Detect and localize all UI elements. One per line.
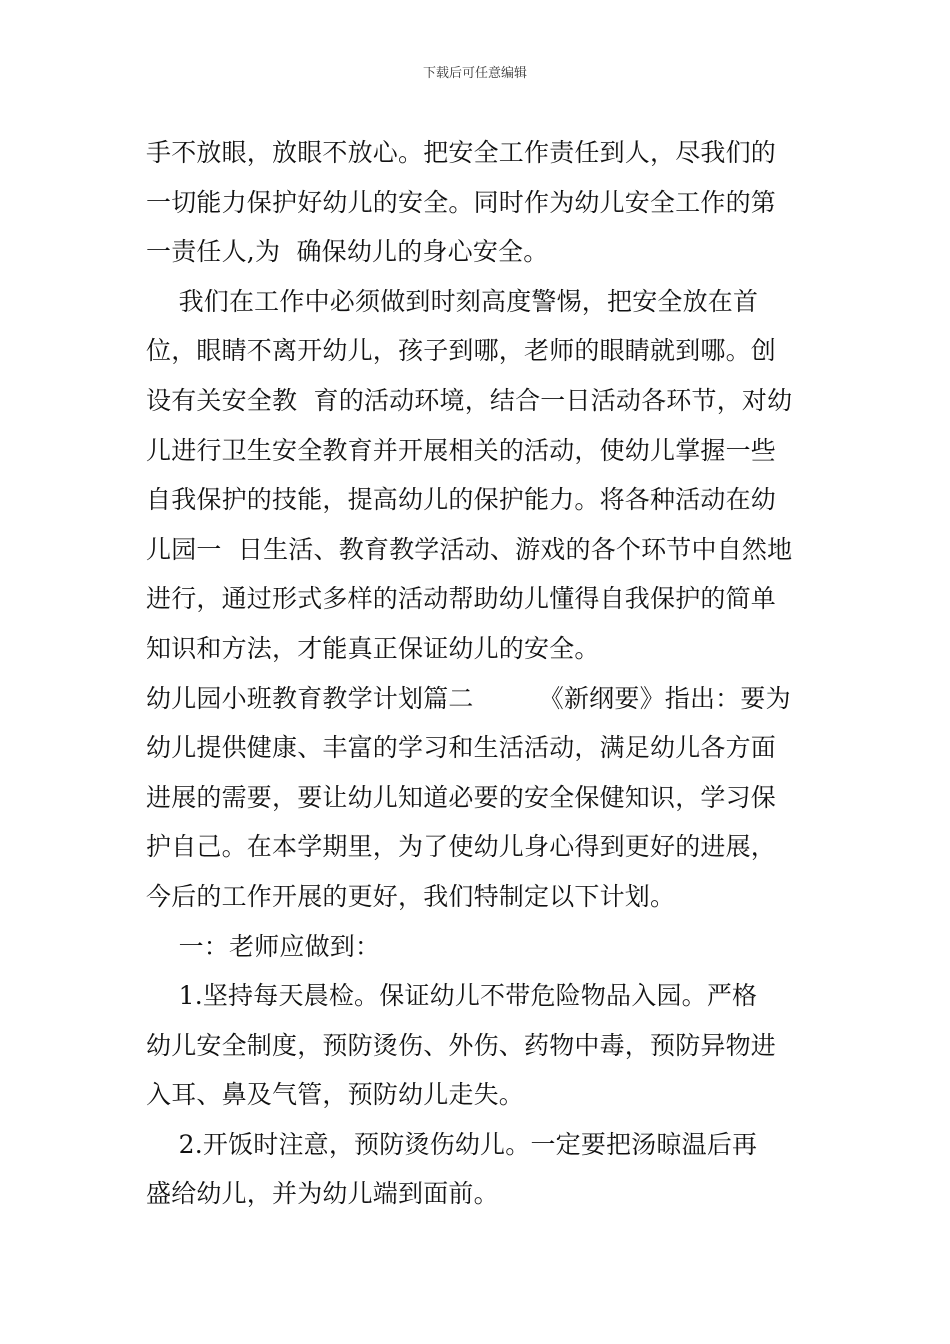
- text-line: 进展的需要，要让幼儿知道必要的安全保健知识，学习保: [146, 782, 777, 812]
- text-line: 进行，通过形式多样的活动帮助幼儿懂得自我保护的简单: [146, 584, 777, 614]
- text-line: 自我保护的技能，提高幼儿的保护能力。将各种活动在幼: [146, 485, 777, 515]
- document-body: [146, 128, 808, 1219]
- page-header-note: 下载后可任意编辑: [422, 66, 527, 81]
- text-line: 手不放眼，放眼不放心。把安全工作责任到人，尽我们的: [146, 138, 777, 167]
- text-line: 儿进行卫生安全教育并开展相关的活动，使幼儿掌握一些: [146, 435, 777, 465]
- text-line: 一责任人,为 确保幼儿的身心安全。: [146, 237, 549, 267]
- list-item-line: 1.坚持每天晨检。保证幼儿不带危险物品入园。严格: [146, 981, 758, 1011]
- text-line: 入耳、鼻及气管，预防幼儿走失。: [146, 1080, 525, 1110]
- list-heading-line: 一：老师应做到：: [146, 931, 381, 961]
- text-line: 一切能力保护好幼儿的安全。同时作为幼儿安全工作的第: [146, 187, 777, 217]
- text-line: 盛给幼儿，并为幼儿端到面前。: [146, 1179, 499, 1209]
- text-line: 我们在工作中必须做到时刻高度警惕，把安全放在首: [146, 286, 759, 316]
- text-line: 幼儿安全制度，预防烫伤、外伤、药物中毒，预防异物进: [146, 1030, 777, 1060]
- text-line: 知识和方法，才能真正保证幼儿的安全。: [146, 633, 600, 663]
- text-line: 护自己。在本学期里，为了使幼儿身心得到更好的进展，: [146, 832, 777, 862]
- section-title-line: 幼儿园小班教育教学计划篇二 《新纲要》指出：要为: [146, 683, 791, 713]
- list-item-line: 2.开饭时注意，预防烫伤幼儿。一定要把汤晾温后再: [146, 1129, 758, 1159]
- text-line: 设有关安全教 育的活动环境，结合一日活动各环节，对幼: [146, 385, 793, 415]
- text-line: 今后的工作开展的更好，我们特制定以下计划。: [146, 881, 676, 911]
- text-line: 位，眼睛不离开幼儿，孩子到哪，老师的眼睛就到哪。创: [146, 336, 777, 366]
- text-line: 儿园一 日生活、教育教学活动、游戏的各个环节中自然地: [146, 534, 793, 564]
- text-line: 幼儿提供健康、丰富的学习和生活活动，满足幼儿各方面: [146, 733, 777, 763]
